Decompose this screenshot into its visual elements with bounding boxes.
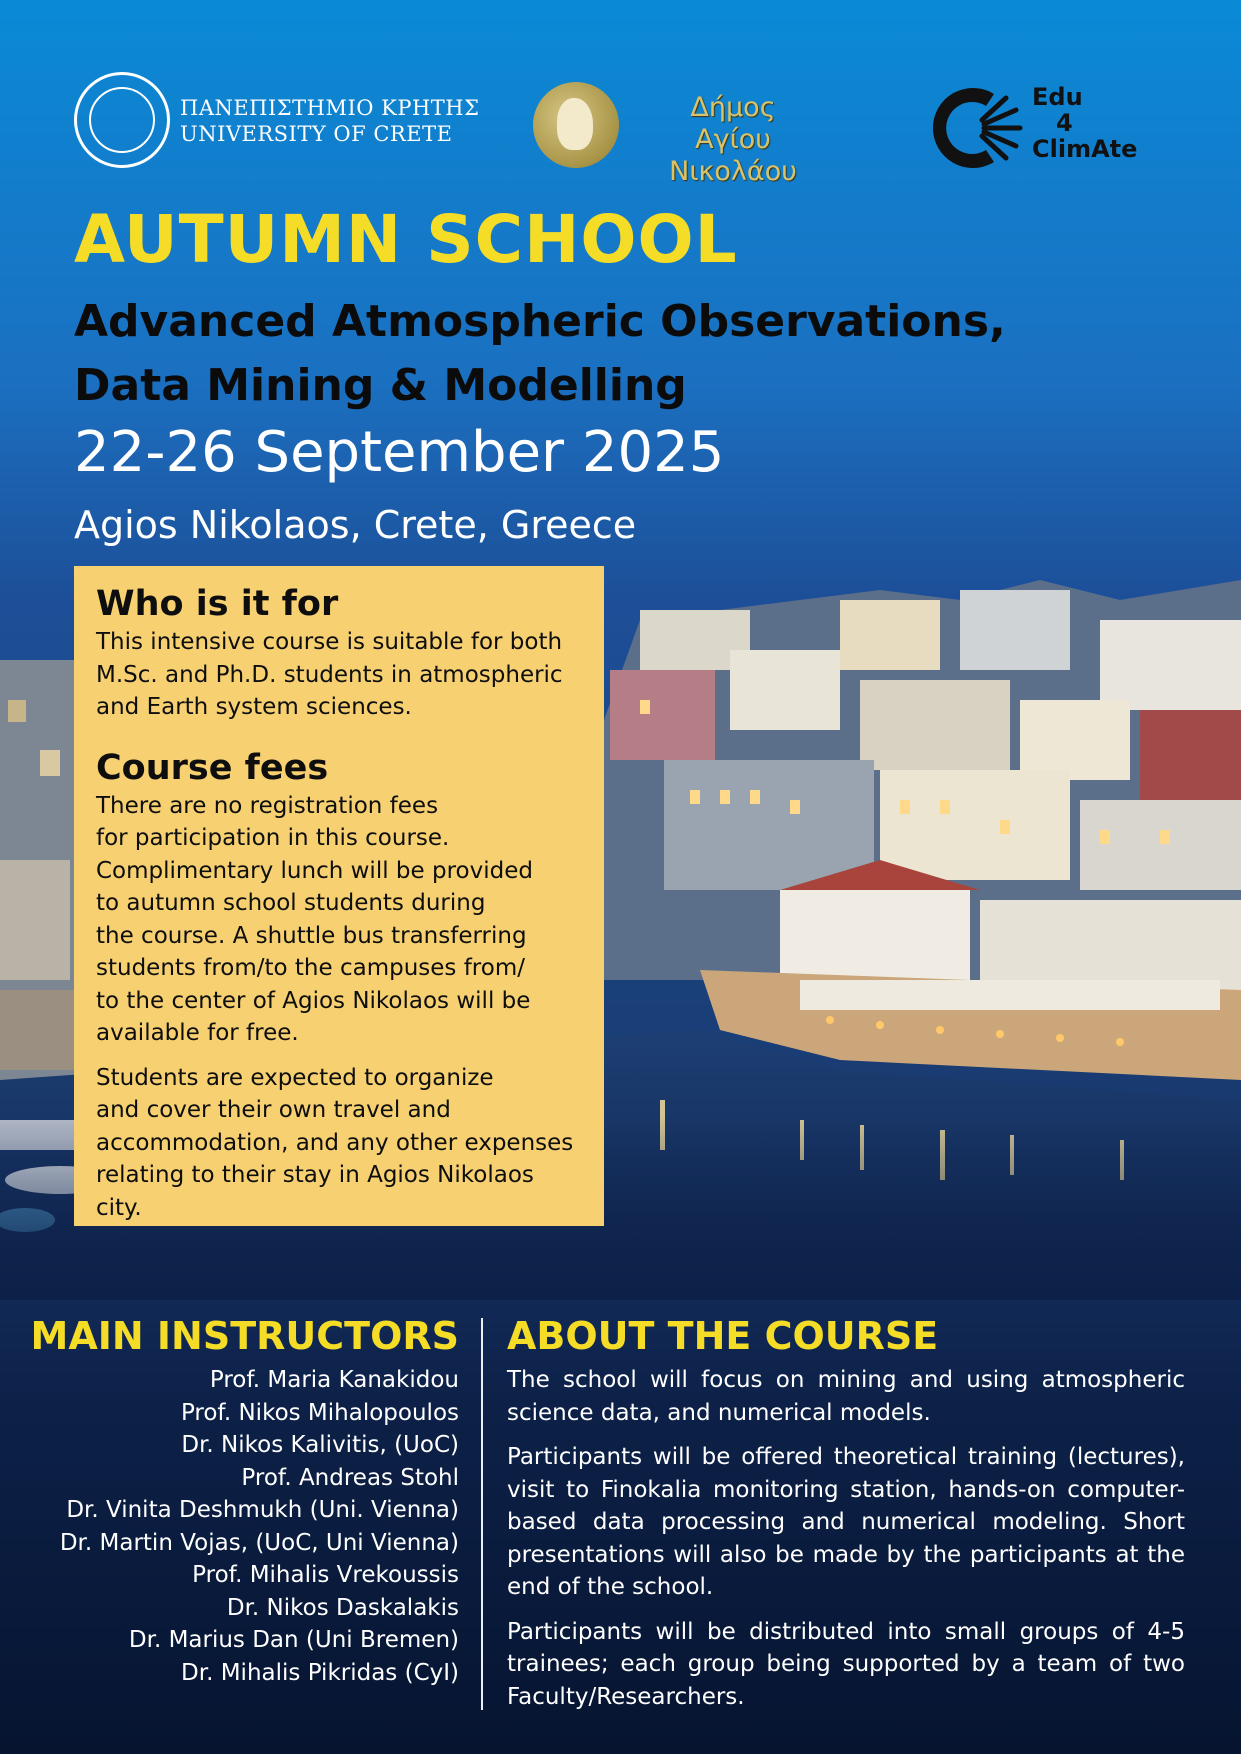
info-box	[74, 566, 604, 1226]
instructor-name: Dr. Martin Vojas, (UoC, Uni Vienna)	[59, 1529, 459, 1556]
uoc-english-name: UNIVERSITY OF CRETE	[180, 122, 453, 146]
instructor-name: Dr. Mihalis Pikridas (CyI)	[181, 1659, 459, 1686]
instructor-name: Prof. Nikos Mihalopoulos	[180, 1399, 459, 1426]
fees-heading: Course fees	[96, 747, 329, 788]
uoc-greek-name: ΠΑΝΕΠΙΣΤΗΜΙΟ ΚΡΗΤΗΣ	[180, 96, 480, 120]
event-subtitle: Advanced Atmospheric Observations, Data Mining & Modelling	[74, 296, 1006, 411]
who-heading: Who is it for	[96, 584, 339, 624]
about-section	[507, 1312, 1185, 1725]
event-location: Agios Nikolaos, Crete, Greece	[74, 503, 637, 547]
about-paragraph: The school will focus on mining and using atmospheric science data, and numerical models.	[507, 1367, 1185, 1426]
instructor-name: Prof. Mihalis Vrekoussis	[192, 1562, 459, 1588]
fees-text: There are no registration fees for participation in this course. Complimentary lunch will be provided to autumn school students during the course. A shuttle bus transferring students from/to the campuses from/ to the center of Agios Nikolaos will be available for free.	[96, 792, 533, 1046]
university-of-crete-logo-text	[180, 95, 479, 147]
edu4climate-logo-text: Edu 4 ClimAte	[1032, 83, 1138, 163]
instructor-name: Dr. Nikos Daskalakis	[226, 1594, 459, 1621]
column-divider	[481, 1318, 483, 1710]
instructor-name: Dr. Vinita Deshmukh (Uni. Vienna)	[66, 1497, 459, 1523]
municipality-line2: Αγίου Νικολάου	[669, 124, 797, 187]
about-paragraph: Participants will be distributed into small groups of 4-5 trainees; each group being supported by a team of two Faculty/Researchers.	[507, 1618, 1185, 1710]
municipality-line1: Δήμος	[690, 92, 776, 123]
instructor-name: Prof. Andreas Stohl	[241, 1464, 459, 1491]
municipality-logo-text	[628, 92, 838, 188]
instructors-section	[31, 1312, 459, 1689]
instructor-name: Dr. Nikos Kalivitis, (UoC)	[181, 1432, 459, 1458]
about-paragraph: Participants will be offered theoretical training (lectures), visit to Finokalia monitoring station, hands-on computer-based data processing and numerical modeling. Short presentations will also be made by the participants at the end of the school.	[507, 1444, 1185, 1600]
instructors-heading: MAIN INSTRUCTORS	[30, 1314, 459, 1358]
expenses-text: Students are expected to organize and cover their own travel and accommodation, and any other expenses relating to their stay in Agios Nikolaos city.	[96, 1064, 574, 1221]
event-dates: 22-26 September 2025	[74, 420, 725, 485]
municipality-seal-icon	[533, 82, 619, 168]
about-heading: ABOUT THE COURSE	[507, 1314, 939, 1358]
instructor-name: Prof. Maria Kanakidou	[209, 1367, 459, 1393]
event-title: AUTUMN SCHOOL	[74, 201, 738, 278]
instructor-name: Dr. Marius Dan (Uni Bremen)	[128, 1627, 459, 1653]
edu4climate-sun-icon	[932, 80, 1028, 176]
who-text: This intensive course is suitable for both M.Sc. and Ph.D. students in atmospheric and Earth system sciences.	[96, 629, 563, 720]
university-of-crete-seal-icon	[74, 72, 170, 168]
